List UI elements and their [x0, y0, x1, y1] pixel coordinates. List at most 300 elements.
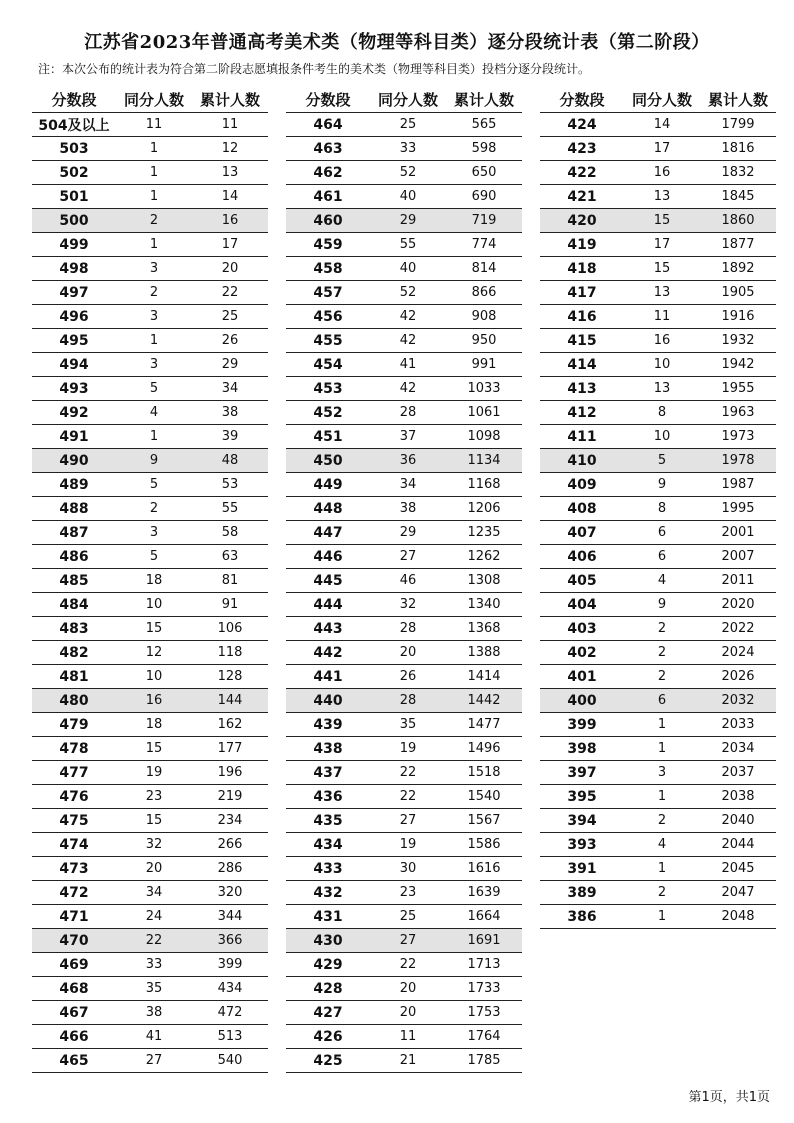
same-count-cell: 28 [399, 693, 417, 708]
score-cell: 456 [313, 308, 343, 325]
cumulative-cell: 2020 [721, 597, 755, 612]
table-row [32, 616, 268, 640]
cumulative-cell: 196 [217, 765, 243, 780]
same-count-cell: 9 [149, 453, 159, 468]
table-row [540, 856, 776, 880]
score-cell: 425 [313, 1052, 343, 1069]
score-cell: 487 [59, 524, 89, 541]
header-score: 分数段 [559, 90, 605, 109]
cumulative-cell: 2040 [721, 813, 755, 828]
score-cell: 499 [59, 236, 89, 253]
same-count-cell: 11 [145, 117, 163, 132]
table-row [540, 232, 776, 256]
cumulative-cell: 39 [221, 429, 239, 444]
table-row [286, 184, 522, 208]
same-count-cell: 3 [149, 525, 159, 540]
cumulative-cell: 540 [217, 1053, 243, 1068]
cumulative-cell: 1816 [721, 141, 755, 156]
score-cell: 431 [313, 908, 343, 925]
table-row [540, 472, 776, 496]
score-cell: 403 [567, 620, 597, 637]
table-row [286, 400, 522, 424]
same-count-cell: 2 [657, 645, 667, 660]
same-count-cell: 16 [653, 333, 671, 348]
score-cell: 421 [567, 188, 597, 205]
table-row [32, 544, 268, 568]
table-row [286, 952, 522, 976]
same-count-cell: 3 [657, 765, 667, 780]
same-count-cell: 30 [399, 861, 417, 876]
cumulative-cell: 866 [471, 285, 497, 300]
same-count-cell: 36 [399, 453, 417, 468]
score-cell: 479 [59, 716, 89, 733]
cumulative-cell: 2001 [721, 525, 755, 540]
score-cell: 484 [59, 596, 89, 613]
cumulative-cell: 2044 [721, 837, 755, 852]
score-cell: 477 [59, 764, 89, 781]
score-cell: 410 [567, 452, 597, 469]
table-row [540, 904, 776, 928]
table-row [32, 832, 268, 856]
cumulative-cell: 1860 [721, 213, 755, 228]
table-header [32, 86, 268, 112]
score-cell: 426 [313, 1028, 343, 1045]
cumulative-cell: 1963 [721, 405, 755, 420]
same-count-cell: 3 [149, 309, 159, 324]
same-count-cell: 52 [399, 285, 417, 300]
score-cell: 448 [313, 500, 343, 517]
table-row [32, 232, 268, 256]
same-count-cell: 15 [653, 213, 671, 228]
same-count-cell: 40 [399, 261, 417, 276]
score-cell: 433 [313, 860, 343, 877]
table-row [540, 184, 776, 208]
same-count-cell: 20 [145, 861, 163, 876]
same-count-cell: 23 [145, 789, 163, 804]
same-count-cell: 11 [653, 309, 671, 324]
score-cell: 452 [313, 404, 343, 421]
same-count-cell: 19 [399, 741, 417, 756]
table-row [286, 712, 522, 736]
table-row [286, 880, 522, 904]
same-count-cell: 2 [657, 885, 667, 900]
cumulative-cell: 234 [217, 813, 243, 828]
same-count-cell: 5 [149, 381, 159, 396]
table-row [540, 376, 776, 400]
same-count-cell: 20 [399, 981, 417, 996]
header-cumulative: 累计人数 [199, 90, 260, 109]
table-row [32, 1000, 268, 1024]
same-count-cell: 29 [399, 213, 417, 228]
cumulative-cell: 1518 [467, 765, 501, 780]
table-row [540, 880, 776, 904]
cumulative-cell: 399 [217, 957, 243, 972]
table-row [32, 568, 268, 592]
cumulative-cell: 1368 [467, 621, 501, 636]
score-cell: 480 [59, 692, 89, 709]
cumulative-cell: 118 [217, 645, 243, 660]
cumulative-cell: 20 [221, 261, 239, 276]
same-count-cell: 38 [145, 1005, 163, 1020]
page-title: 江苏省2023年普通高考美术类（物理等科目类）逐分段统计表（第二阶段） [84, 32, 710, 53]
cumulative-cell: 14 [221, 189, 239, 204]
same-count-cell: 5 [657, 453, 667, 468]
cumulative-cell: 1764 [467, 1029, 501, 1044]
table-row [540, 760, 776, 784]
same-count-cell: 41 [399, 357, 417, 372]
cumulative-cell: 1892 [721, 261, 755, 276]
score-cell: 490 [59, 452, 89, 469]
same-count-cell: 42 [399, 333, 417, 348]
cumulative-cell: 177 [217, 741, 243, 756]
same-count-cell: 13 [653, 285, 671, 300]
table-row [32, 376, 268, 400]
cumulative-cell: 1978 [721, 453, 755, 468]
score-cell: 461 [313, 188, 343, 205]
score-cell: 439 [313, 716, 343, 733]
same-count-cell: 18 [145, 717, 163, 732]
cumulative-cell: 2045 [721, 861, 755, 876]
same-count-cell: 18 [145, 573, 163, 588]
cumulative-cell: 908 [471, 309, 497, 324]
table-row [286, 904, 522, 928]
table-row [286, 1048, 522, 1072]
score-cell: 497 [59, 284, 89, 301]
same-count-cell: 1 [657, 741, 667, 756]
same-count-cell: 20 [399, 1005, 417, 1020]
same-count-cell: 34 [145, 885, 163, 900]
score-cell: 428 [313, 980, 343, 997]
table-bottom-rule [32, 1072, 268, 1073]
table-row [286, 832, 522, 856]
score-cell: 502 [59, 164, 89, 181]
score-cell: 412 [567, 404, 597, 421]
score-cell: 468 [59, 980, 89, 997]
cumulative-cell: 91 [221, 597, 239, 612]
table-row [286, 1000, 522, 1024]
score-cell: 475 [59, 812, 89, 829]
table-row [32, 520, 268, 544]
table-row [32, 784, 268, 808]
score-cell: 419 [567, 236, 597, 253]
cumulative-cell: 598 [471, 141, 497, 156]
table-row [286, 520, 522, 544]
score-cell: 434 [313, 836, 343, 853]
table-row [286, 616, 522, 640]
same-count-cell: 22 [399, 957, 417, 972]
table-row [32, 328, 268, 352]
same-count-cell: 19 [399, 837, 417, 852]
table-row [286, 208, 522, 232]
same-count-cell: 9 [657, 477, 667, 492]
cumulative-cell: 1616 [467, 861, 501, 876]
score-cell: 406 [567, 548, 597, 565]
table-row [540, 208, 776, 232]
score-cell: 393 [567, 836, 597, 853]
score-cell: 454 [313, 356, 343, 373]
cumulative-cell: 55 [221, 501, 239, 516]
table-row [286, 424, 522, 448]
same-count-cell: 32 [145, 837, 163, 852]
table-row [32, 112, 268, 136]
table-row [32, 136, 268, 160]
score-cell: 476 [59, 788, 89, 805]
same-count-cell: 4 [149, 405, 159, 420]
same-count-cell: 14 [653, 117, 671, 132]
score-cell: 395 [567, 788, 597, 805]
same-count-cell: 1 [657, 717, 667, 732]
cumulative-cell: 1061 [467, 405, 501, 420]
cumulative-cell: 1134 [467, 453, 501, 468]
same-count-cell: 16 [145, 693, 163, 708]
cumulative-cell: 219 [217, 789, 243, 804]
table-row [286, 256, 522, 280]
cumulative-cell: 2024 [721, 645, 755, 660]
score-cell: 462 [313, 164, 343, 181]
same-count-cell: 33 [145, 957, 163, 972]
score-cell: 492 [59, 404, 89, 421]
score-cell: 494 [59, 356, 89, 373]
score-cell: 470 [59, 932, 89, 949]
table-row [286, 760, 522, 784]
cumulative-cell: 1973 [721, 429, 755, 444]
table-row [32, 808, 268, 832]
table-header [286, 86, 522, 112]
table-row [540, 616, 776, 640]
table-row [32, 712, 268, 736]
score-cell: 404 [567, 596, 597, 613]
score-cell: 416 [567, 308, 597, 325]
cumulative-cell: 16 [221, 213, 239, 228]
cumulative-cell: 1753 [467, 1005, 501, 1020]
cumulative-cell: 29 [221, 357, 239, 372]
score-cell: 464 [313, 116, 343, 133]
cumulative-cell: 472 [217, 1005, 243, 1020]
table-row [32, 640, 268, 664]
score-cell: 455 [313, 332, 343, 349]
table-row [540, 280, 776, 304]
same-count-cell: 1 [149, 237, 159, 252]
same-count-cell: 26 [399, 669, 417, 684]
cumulative-cell: 128 [217, 669, 243, 684]
table-row [32, 976, 268, 1000]
table-row [32, 304, 268, 328]
score-cell: 444 [313, 596, 343, 613]
score-cell: 469 [59, 956, 89, 973]
cumulative-cell: 2033 [721, 717, 755, 732]
table-row [540, 256, 776, 280]
same-count-cell: 28 [399, 621, 417, 636]
table-row [540, 160, 776, 184]
cumulative-cell: 1206 [467, 501, 501, 516]
table-row [32, 160, 268, 184]
cumulative-cell: 719 [471, 213, 497, 228]
same-count-cell: 22 [399, 765, 417, 780]
table-row [540, 304, 776, 328]
table-row [540, 808, 776, 832]
cumulative-cell: 774 [471, 237, 497, 252]
cumulative-cell: 1916 [721, 309, 755, 324]
table-row [286, 592, 522, 616]
same-count-cell: 27 [399, 933, 417, 948]
table-row [32, 664, 268, 688]
table-row [286, 808, 522, 832]
cumulative-cell: 11 [221, 117, 239, 132]
same-count-cell: 21 [399, 1053, 417, 1068]
score-cell: 405 [567, 572, 597, 589]
cumulative-cell: 1477 [467, 717, 501, 732]
score-cell: 496 [59, 308, 89, 325]
same-count-cell: 1 [149, 165, 159, 180]
same-count-cell: 34 [399, 477, 417, 492]
same-count-cell: 27 [145, 1053, 163, 1068]
cumulative-cell: 513 [217, 1029, 243, 1044]
cumulative-cell: 2007 [721, 549, 755, 564]
score-cell: 438 [313, 740, 343, 757]
same-count-cell: 3 [149, 261, 159, 276]
same-count-cell: 1 [657, 909, 667, 924]
score-cell: 422 [567, 164, 597, 181]
cumulative-cell: 286 [217, 861, 243, 876]
cumulative-cell: 12 [221, 141, 239, 156]
table-row [286, 112, 522, 136]
header-same-count: 同分人数 [377, 90, 438, 109]
same-count-cell: 2 [149, 501, 159, 516]
same-count-cell: 41 [145, 1029, 163, 1044]
cumulative-cell: 434 [217, 981, 243, 996]
table-row [286, 1024, 522, 1048]
cumulative-cell: 690 [471, 189, 497, 204]
same-count-cell: 25 [399, 117, 417, 132]
same-count-cell: 1 [657, 861, 667, 876]
score-cell: 459 [313, 236, 343, 253]
cumulative-cell: 162 [217, 717, 243, 732]
score-cell: 495 [59, 332, 89, 349]
table-bottom-rule [540, 928, 776, 929]
score-cell: 399 [567, 716, 597, 733]
score-cell: 401 [567, 668, 597, 685]
cumulative-cell: 1442 [467, 693, 501, 708]
score-cell: 457 [313, 284, 343, 301]
score-cell: 430 [313, 932, 343, 949]
cumulative-cell: 1586 [467, 837, 501, 852]
table-row [540, 544, 776, 568]
header-same-count: 同分人数 [631, 90, 692, 109]
same-count-cell: 35 [399, 717, 417, 732]
table-row [32, 904, 268, 928]
table-row [540, 352, 776, 376]
same-count-cell: 17 [653, 237, 671, 252]
table-row [286, 856, 522, 880]
table-row [286, 928, 522, 952]
cumulative-cell: 58 [221, 525, 239, 540]
score-cell: 485 [59, 572, 89, 589]
cumulative-cell: 2034 [721, 741, 755, 756]
header-same-count: 同分人数 [123, 90, 184, 109]
same-count-cell: 3 [149, 357, 159, 372]
score-cell: 453 [313, 380, 343, 397]
table-header [540, 86, 776, 112]
cumulative-cell: 1388 [467, 645, 501, 660]
table-column-1 [32, 86, 268, 1073]
same-count-cell: 37 [399, 429, 417, 444]
score-cell: 423 [567, 140, 597, 157]
table-column-2 [286, 86, 522, 1073]
same-count-cell: 9 [657, 597, 667, 612]
cumulative-cell: 366 [217, 933, 243, 948]
cumulative-cell: 2032 [721, 693, 755, 708]
table-row [286, 448, 522, 472]
score-cell: 427 [313, 1004, 343, 1021]
cumulative-cell: 1540 [467, 789, 501, 804]
cumulative-cell: 1033 [467, 381, 501, 396]
table-row [286, 352, 522, 376]
score-cell: 435 [313, 812, 343, 829]
same-count-cell: 2 [657, 621, 667, 636]
cumulative-cell: 2048 [721, 909, 755, 924]
score-cell: 482 [59, 644, 89, 661]
score-cell: 398 [567, 740, 597, 757]
header-cumulative: 累计人数 [453, 90, 514, 109]
cumulative-cell: 1168 [467, 477, 501, 492]
table-row [32, 688, 268, 712]
score-cell: 413 [567, 380, 597, 397]
cumulative-cell: 1414 [467, 669, 501, 684]
cumulative-cell: 1987 [721, 477, 755, 492]
same-count-cell: 1 [149, 429, 159, 444]
table-row [32, 1024, 268, 1048]
same-count-cell: 16 [653, 165, 671, 180]
score-cell: 417 [567, 284, 597, 301]
same-count-cell: 10 [653, 357, 671, 372]
table-row [32, 736, 268, 760]
same-count-cell: 4 [657, 573, 667, 588]
score-cell: 440 [313, 692, 343, 709]
same-count-cell: 27 [399, 549, 417, 564]
same-count-cell: 2 [657, 813, 667, 828]
same-count-cell: 23 [399, 885, 417, 900]
score-cell: 400 [567, 692, 597, 709]
cumulative-cell: 1691 [467, 933, 501, 948]
score-cell: 472 [59, 884, 89, 901]
score-cell: 501 [59, 188, 89, 205]
same-count-cell: 29 [399, 525, 417, 540]
score-cell: 414 [567, 356, 597, 373]
same-count-cell: 15 [145, 621, 163, 636]
score-cell: 465 [59, 1052, 89, 1069]
cumulative-cell: 1799 [721, 117, 755, 132]
table-row [32, 928, 268, 952]
score-cell: 411 [567, 428, 597, 445]
same-count-cell: 33 [399, 141, 417, 156]
score-cell: 503 [59, 140, 89, 157]
score-cell: 473 [59, 860, 89, 877]
table-row [540, 664, 776, 688]
cumulative-cell: 2026 [721, 669, 755, 684]
cumulative-cell: 565 [471, 117, 497, 132]
same-count-cell: 40 [399, 189, 417, 204]
cumulative-cell: 25 [221, 309, 239, 324]
score-cell: 491 [59, 428, 89, 445]
table-row [540, 112, 776, 136]
same-count-cell: 13 [653, 189, 671, 204]
table-row [286, 976, 522, 1000]
table-row [32, 592, 268, 616]
same-count-cell: 6 [657, 693, 667, 708]
score-cell: 483 [59, 620, 89, 637]
same-count-cell: 55 [399, 237, 417, 252]
same-count-cell: 10 [653, 429, 671, 444]
